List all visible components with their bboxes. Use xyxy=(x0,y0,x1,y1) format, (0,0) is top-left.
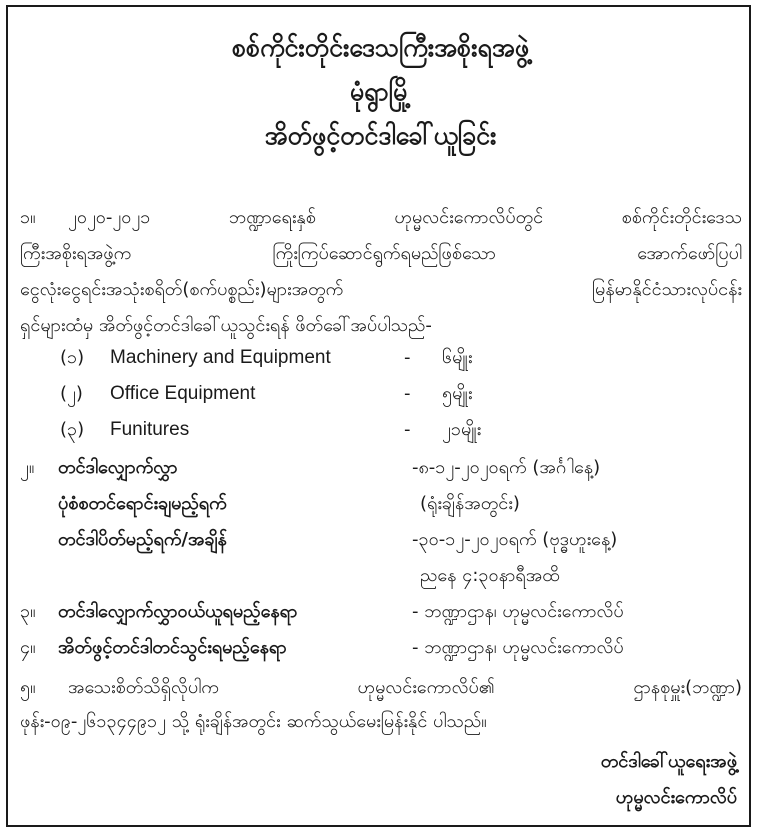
item-qty: ၆မျိုး xyxy=(442,347,473,368)
para2-row1-label: တင်ဒါလျှောက်လွှာ xyxy=(58,457,178,478)
title-line-1: စစ်ကိုင်းတိုင်းဒေသကြီးအစိုးရအဖွဲ့ xyxy=(231,33,530,62)
item-index: (၃) xyxy=(60,419,85,440)
item-dash: - xyxy=(404,419,411,440)
para1-number: ၁။ xyxy=(20,207,36,228)
title-line-3: အိတ်ဖွင့်တင်ဒါခေါ်ယူခြင်း xyxy=(264,121,497,150)
title-line-2: မုံရွာမြို့ xyxy=(349,77,412,106)
para1-line-4: ရှင်များထံမှ အိတ်ဖွင့်တင်ဒါခေါ်ယူသွင်းရန် ဖိတ်ခေါ်အပ်ပါသည်- xyxy=(20,315,432,336)
item-index: (၁) xyxy=(60,347,85,368)
para5-number: ၅။ xyxy=(20,677,36,698)
para1-line-2: ကြီးအစိုးရအဖွဲ့က ကြိုးကြပ်ဆောင်ရွက်ရမည်ဖြစ်သော အောက်ဖော်ပြပါ xyxy=(20,243,742,264)
para5-line-2: ဖုန်း-၀၉-၂၆၁၃၄၄၉၁၂ သို့ ရုံးချိန်အတွင်း ဆက်သွယ်မေးမြန်းနိုင် ပါသည်။ xyxy=(20,711,487,732)
para1-line-3: ငွေလုံးငွေရင်းအသုံးစရိတ်(စက်ပစ္စည်း)များအတွက် မြန်မာနိုင်ငံသားလုပ်ငန်း xyxy=(20,279,742,300)
para2-row2-value: (ရုံးချိန်အတွင်း) xyxy=(420,493,520,514)
para4-value: - ဘဏ္ဍာဌာန၊ ဟုမ္မလင်းကောလိပ် xyxy=(412,637,624,658)
para2-row4-value: ညနေ ၄:၃၀နာရီအထိ xyxy=(420,565,560,586)
item-label: Machinery and Equipment xyxy=(110,347,331,368)
para3-value: - ဘဏ္ဍာဌာန၊ ဟုမ္မလင်းကောလိပ် xyxy=(412,601,624,622)
item-qty: ၂၁မျိုး xyxy=(442,419,482,440)
signature-line-1: တင်ဒါခေါ်ယူရေးအဖွဲ့ xyxy=(600,751,737,772)
para3-label: တင်ဒါလျှောက်လွှာဝယ်ယူရမည့်နေရာ xyxy=(58,601,298,622)
para5-line-1: အသေးစိတ်သိရှိလိုပါက ဟုမ္မလင်းကောလိပ်၏ ဌာနစုမှူး(ဘဏ္ဍာ) xyxy=(68,677,742,698)
para4-label: အိတ်ဖွင့်တင်ဒါတင်သွင်းရမည့်နေရာ xyxy=(58,637,287,658)
signature-line-2: ဟုမ္မလင်းကောလိပ် xyxy=(615,787,737,808)
para2-row2-label: ပုံစံစတင်ရောင်းချမည့်ရက် xyxy=(58,493,227,514)
item-qty: ၅မျိုး xyxy=(442,383,473,404)
item-dash: - xyxy=(404,347,411,368)
para2-row3-value: -၃၀-၁၂-၂၀၂၀ရက် (ဗုဒ္ဓဟူးနေ့) xyxy=(412,529,618,550)
para3-number: ၃။ xyxy=(20,601,36,622)
tender-notice xyxy=(6,5,751,827)
para1-line-1: ၂၀၂၀-၂၀၂၁ ဘဏ္ဍာရေးနှစ် ဟုမ္မလင်းကောလိပ်တွင် စစ်ကိုင်းတိုင်းဒေသ xyxy=(68,207,742,228)
item-index: (၂) xyxy=(60,383,83,404)
item-label: Funitures xyxy=(110,419,190,440)
para2-row3-label: တင်ဒါပိတ်မည့်ရက်/အချိန် xyxy=(58,529,227,550)
para2-number: ၂။ xyxy=(20,457,35,478)
item-label: Office Equipment xyxy=(110,383,256,404)
para2-row1-value: -၈-၁၂-၂၀၂၀ရက် (အင်္ဂါနေ့) xyxy=(412,457,601,478)
para4-number: ၄။ xyxy=(20,637,36,658)
item-dash: - xyxy=(404,383,411,404)
